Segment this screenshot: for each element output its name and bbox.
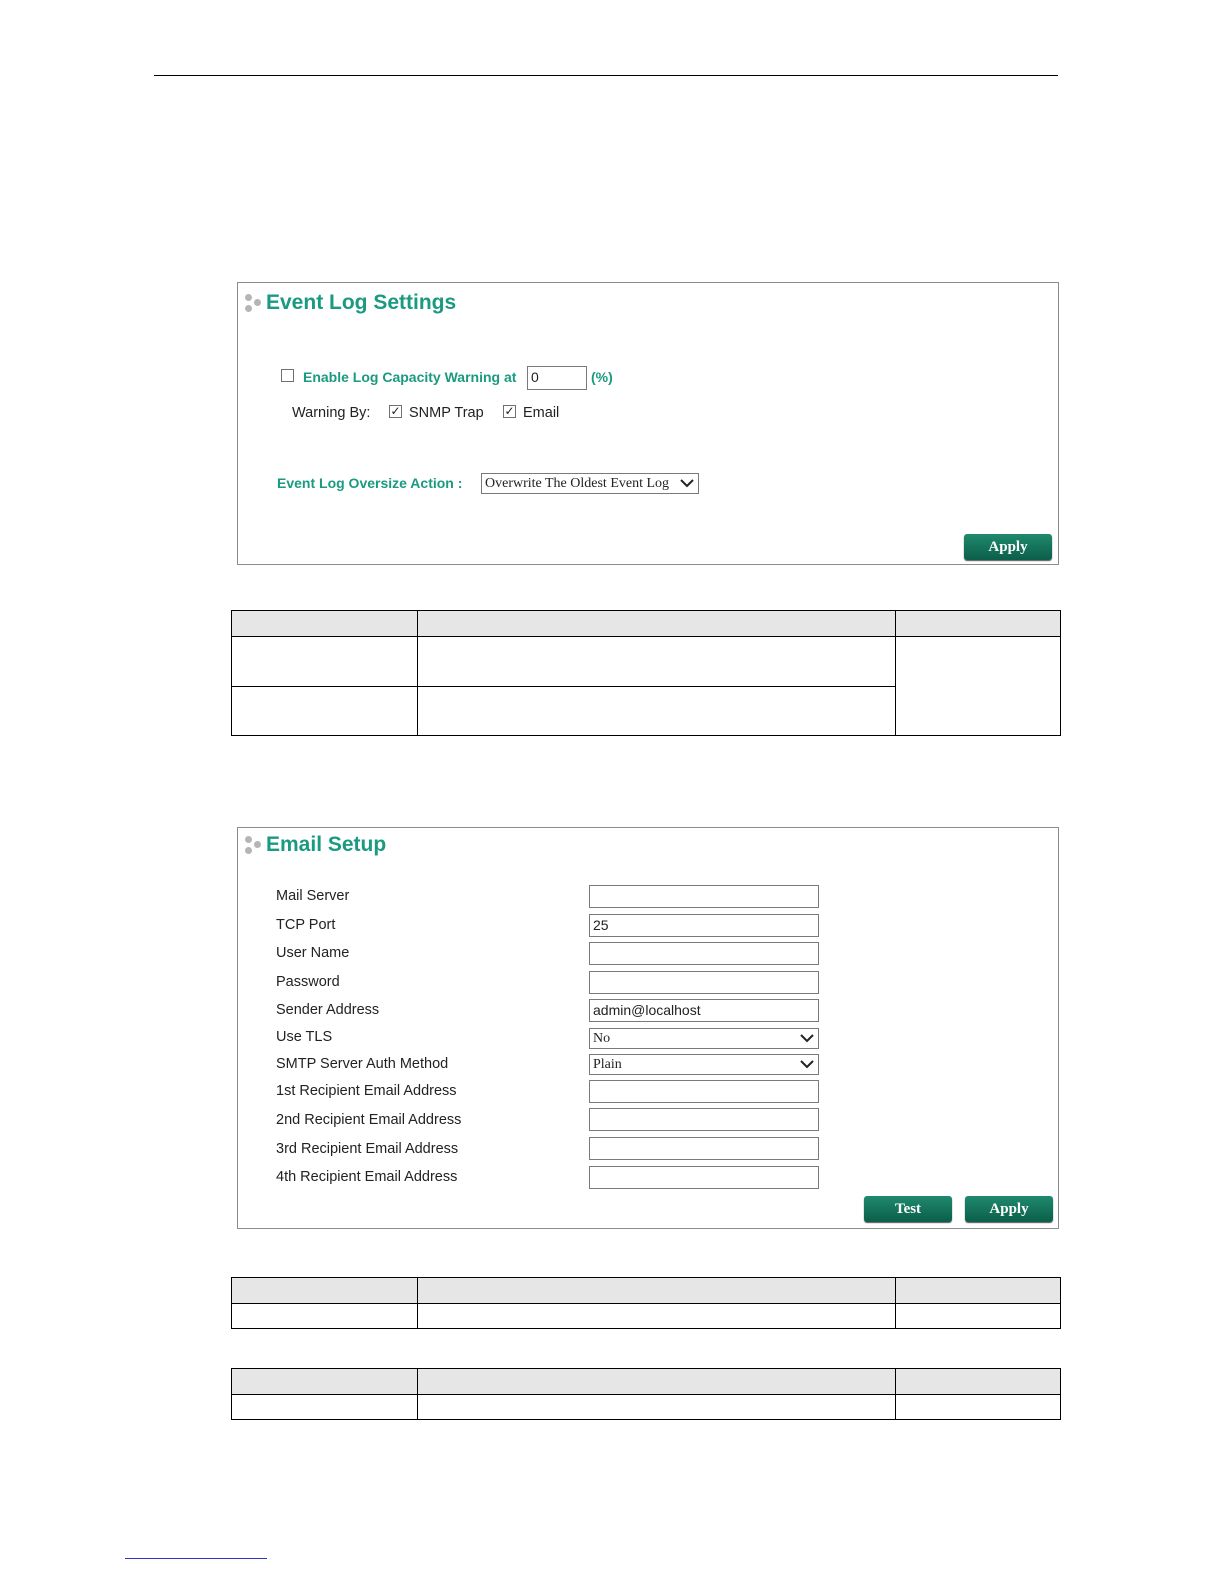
- password-input[interactable]: [589, 971, 819, 994]
- table-header-cell: [896, 1369, 1061, 1395]
- event-log-apply-button[interactable]: Apply: [964, 534, 1052, 560]
- header-rule: [154, 75, 1058, 76]
- table-cell: [418, 1304, 896, 1329]
- panel-title-text: Event Log Settings: [266, 291, 457, 314]
- use-tls-select[interactable]: [589, 1028, 819, 1049]
- enable-capacity-label: Enable Log Capacity Warning at: [303, 369, 517, 385]
- table-cell: [896, 637, 1061, 736]
- recipient-4-input[interactable]: [589, 1166, 819, 1189]
- password-label: Password: [276, 974, 340, 990]
- smtp-auth-method-label: SMTP Server Auth Method: [276, 1056, 449, 1072]
- email-apply-button[interactable]: Apply: [965, 1196, 1053, 1222]
- sender-address-input[interactable]: admin@localhost: [589, 999, 819, 1022]
- recipient-2-label: 2nd Recipient Email Address: [276, 1112, 462, 1128]
- recipient-1-input[interactable]: [589, 1080, 819, 1103]
- tcp-port-input[interactable]: 25: [589, 914, 819, 937]
- panel-dots-icon: [244, 292, 264, 314]
- recipient-2-input[interactable]: [589, 1108, 819, 1131]
- table-header-cell: [896, 1278, 1061, 1304]
- capacity-percent-input[interactable]: 0: [527, 366, 587, 390]
- table-header-row: [232, 611, 1061, 637]
- smtp-auth-method-select[interactable]: [589, 1054, 819, 1075]
- table-cell: [896, 1395, 1061, 1420]
- table-header-cell: [232, 1369, 418, 1395]
- percent-label: (%): [591, 369, 613, 385]
- tcp-port-label: TCP Port: [276, 917, 336, 933]
- recipient-1-label: 1st Recipient Email Address: [276, 1083, 457, 1099]
- table-row: [232, 1304, 1061, 1329]
- email-options-table-2: [231, 1368, 1061, 1420]
- table-header-cell: [232, 1278, 418, 1304]
- chevron-down-icon: [800, 1059, 814, 1069]
- table-row: [232, 1395, 1061, 1420]
- recipient-3-label: 3rd Recipient Email Address: [276, 1141, 459, 1157]
- enable-capacity-checkbox[interactable]: [281, 369, 294, 382]
- use-tls-value: No: [593, 1031, 611, 1046]
- table-header-cell: [418, 1369, 896, 1395]
- event-log-options-table: [231, 610, 1061, 736]
- table-cell: [896, 1304, 1061, 1329]
- smtp-auth-method-value: Plain: [593, 1057, 622, 1072]
- table-cell: [232, 1395, 418, 1420]
- event-log-panel-title: [244, 291, 456, 315]
- email-options-table-1: [231, 1277, 1061, 1329]
- table-cell: [232, 1304, 418, 1329]
- email-checkbox[interactable]: ✓: [504, 404, 515, 418]
- user-name-label: User Name: [276, 945, 350, 961]
- snmp-trap-checkbox[interactable]: ✓: [390, 404, 401, 418]
- email-setup-panel: [237, 827, 1059, 1229]
- chevron-down-icon: [680, 478, 694, 488]
- snmp-trap-label: SNMP Trap: [409, 405, 484, 421]
- table-cell: [418, 687, 896, 736]
- recipient-3-input[interactable]: [589, 1137, 819, 1160]
- email-setup-panel-title: [244, 833, 386, 857]
- table-header-cell: [418, 1278, 896, 1304]
- oversize-action-label: Event Log Oversize Action :: [277, 475, 463, 491]
- recipient-4-label: 4th Recipient Email Address: [276, 1169, 458, 1185]
- oversize-action-value: Overwrite The Oldest Event Log: [485, 476, 670, 491]
- footer-link-underline[interactable]: [125, 1558, 267, 1559]
- event-log-settings-panel: [237, 282, 1059, 565]
- warning-by-label: Warning By:: [292, 405, 371, 421]
- table-cell: [232, 687, 418, 736]
- panel-title-text: Email Setup: [266, 833, 387, 856]
- chevron-down-icon: [800, 1033, 814, 1043]
- table-header-row: [232, 1369, 1061, 1395]
- table-cell: [418, 1395, 896, 1420]
- table-header-cell: [896, 611, 1061, 637]
- mail-server-input[interactable]: [589, 885, 819, 908]
- table-header-row: [232, 1278, 1061, 1304]
- mail-server-label: Mail Server: [276, 888, 350, 904]
- table-cell: [418, 637, 896, 687]
- table-row: [232, 637, 1061, 687]
- use-tls-label: Use TLS: [276, 1029, 333, 1045]
- table-header-cell: [232, 611, 418, 637]
- oversize-action-select[interactable]: [481, 473, 699, 494]
- table-cell: [232, 637, 418, 687]
- sender-address-label: Sender Address: [276, 1002, 380, 1018]
- user-name-input[interactable]: [589, 942, 819, 965]
- email-label: Email: [523, 405, 560, 421]
- email-test-button[interactable]: Test: [864, 1196, 952, 1222]
- table-header-cell: [418, 611, 896, 637]
- panel-dots-icon: [244, 834, 264, 856]
